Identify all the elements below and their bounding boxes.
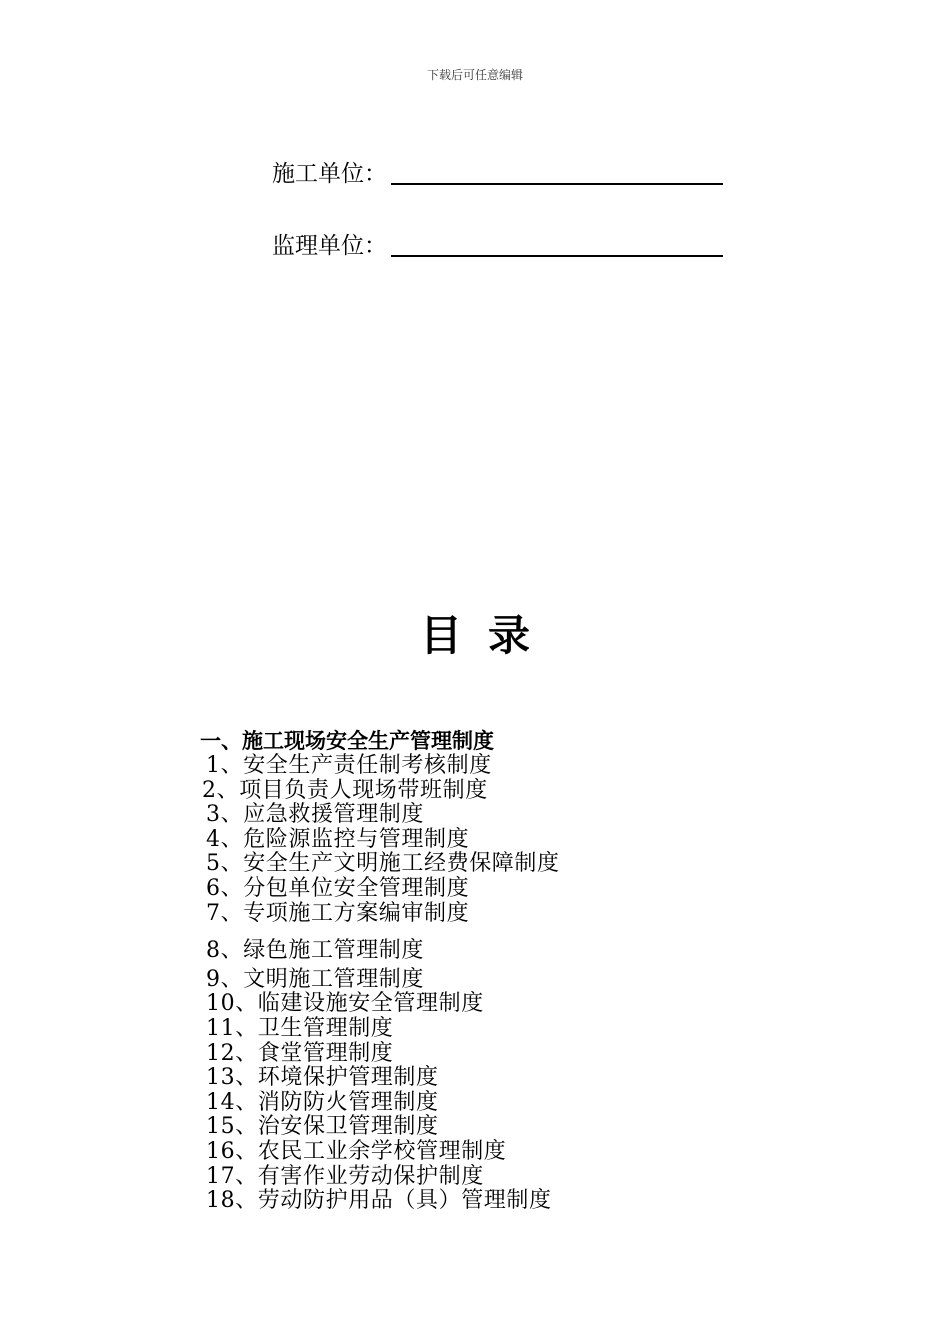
toc-item: 7、专项施工方案编审制度 <box>206 900 470 926</box>
toc-item: 17、有害作业劳动保护制度 <box>206 1163 484 1189</box>
toc-item: 15、治安保卫管理制度 <box>206 1114 439 1140</box>
toc-item: 18、劳动防护用品（具）管理制度 <box>206 1188 552 1214</box>
toc-item: 12、食堂管理制度 <box>206 1040 394 1066</box>
toc-item: 11、卫生管理制度 <box>206 1015 394 1041</box>
toc-item: 13、环境保护管理制度 <box>206 1065 439 1091</box>
toc-item: 5、安全生产文明施工经费保障制度 <box>206 851 560 877</box>
construction-unit-blank-line <box>391 163 723 185</box>
toc-item: 2、项目负责人现场带班制度 <box>202 777 488 803</box>
toc-item: 4、危险源监控与管理制度 <box>206 826 470 852</box>
construction-unit-label: 施工单位： <box>272 161 387 187</box>
toc-item: 1、安全生产责任制考核制度 <box>206 753 492 778</box>
supervision-unit-field <box>272 224 723 260</box>
toc-item: 16、农民工业余学校管理制度 <box>206 1138 507 1164</box>
toc-item: 8、绿色施工管理制度 <box>206 938 424 964</box>
toc-item: 10、临建设施安全管理制度 <box>206 991 484 1017</box>
supervision-unit-label: 监理单位： <box>272 233 387 259</box>
toc-item: 9、文明施工管理制度 <box>206 966 424 992</box>
table-of-contents <box>200 728 560 1214</box>
toc-item: 3、应急救援管理制度 <box>206 802 424 828</box>
supervision-unit-blank-line <box>391 235 723 257</box>
construction-unit-field <box>272 152 723 188</box>
header-note: 下载后可任意编辑 <box>426 68 523 82</box>
toc-section-heading: 一、施工现场安全生产管理制度 <box>200 729 494 753</box>
toc-item: 6、分包单位安全管理制度 <box>206 875 470 901</box>
toc-item: 14、消防防火管理制度 <box>206 1089 439 1115</box>
toc-title: 目录 <box>419 611 556 660</box>
